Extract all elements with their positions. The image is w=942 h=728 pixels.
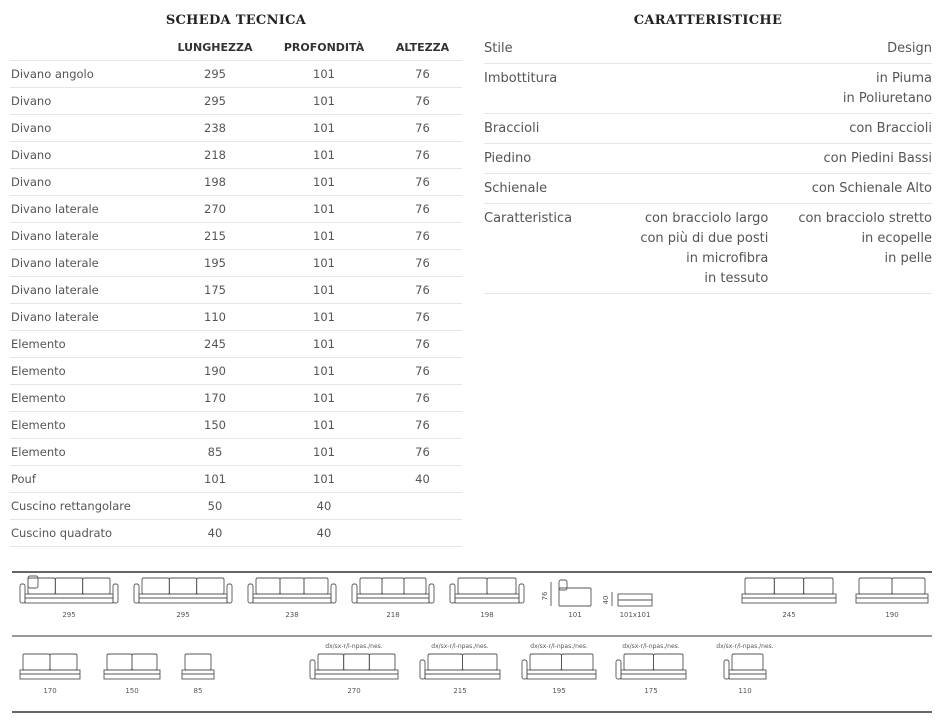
arm-outline [522,660,527,679]
dimension-label: 150 [125,687,139,695]
arm-outline [227,584,232,603]
cell-length: 270 [165,196,265,223]
feature-row [484,34,932,64]
cell-model: Divano laterale [10,250,165,277]
back-cushion [132,654,157,670]
cell-depth: 101 [265,196,383,223]
feature-value: con più di due posti [640,231,769,246]
cell-length: 190 [165,358,265,385]
cell-depth: 101 [265,250,383,277]
feature-value: con Schienale Alto [811,181,932,196]
drawing-sofa2 [450,578,524,619]
header-height: ALTEZZA [395,40,450,54]
dimension-label: 190 [885,611,899,619]
drawing-sofa3 [134,578,232,619]
feature-value-column [843,69,932,109]
table-row [10,250,462,277]
dimension-label: 218 [386,611,400,619]
dimension-label: 245 [782,611,796,619]
feature-value-column [640,209,768,289]
cell-height: 76 [383,304,462,331]
drawing-lateral2 [522,643,596,695]
seat-base [729,670,766,679]
back-cushion [344,654,370,670]
side-body [559,588,591,606]
cell-length: 110 [165,304,265,331]
config-caption: dx/sx-r/l-npas./nes. [622,643,680,650]
back-cushion [185,654,211,670]
feature-value: con Piedini Bassi [823,151,932,166]
back-cushion [562,654,594,670]
seat-base [315,670,398,679]
drawing-sofa3 [248,578,336,619]
back-cushion [428,654,463,670]
back-cushion [280,578,304,594]
drawing-element2 [104,654,160,695]
drawing-pouf [602,592,652,619]
technical-sheet [10,8,462,547]
drawing-lateral3 [310,643,398,695]
features-list [484,34,932,294]
cell-depth: 101 [265,466,383,493]
feature-label: Piedino [484,151,532,166]
arm-outline [20,584,25,603]
cell-height: 76 [383,331,462,358]
feature-values [624,149,932,169]
cell-model: Elemento [10,439,165,466]
feature-value: con Braccioli [849,121,932,136]
cell-height: 76 [383,358,462,385]
seat-base [104,670,160,679]
back-cushion [458,578,487,594]
cell-depth: 101 [265,358,383,385]
dimension-label: 85 [193,687,203,695]
dimension-label: 295 [62,611,76,619]
cell-model: Elemento [10,385,165,412]
cell-model: Divano laterale [10,196,165,223]
back-cushion [369,654,395,670]
product-drawings [0,568,942,728]
arm-outline [616,660,621,679]
drawing-element3 [742,578,836,619]
dimension-label: 101 [568,611,582,619]
dimension-label: 270 [347,687,361,695]
cell-model: Divano laterale [10,277,165,304]
table-row [10,88,462,115]
drawing-element2 [856,578,928,619]
header-length: LUNGHEZZA [177,40,253,54]
cell-length: 245 [165,331,265,358]
feature-value: in pelle [884,251,932,266]
cell-length: 175 [165,277,265,304]
seat-base [742,594,836,603]
cell-length: 101 [165,466,265,493]
cell-length: 170 [165,385,265,412]
dimension-label: 198 [480,611,494,619]
table-row [10,142,462,169]
dimensions-header-row [10,34,462,61]
feature-value: in tessuto [704,271,769,286]
seat-base [139,594,227,603]
cell-height: 76 [383,61,462,88]
arm-outline [248,584,253,603]
feature-label: Imbottitura [484,71,558,86]
cell-length: 40 [165,520,265,547]
back-cushion [83,578,110,594]
table-row [10,493,462,520]
cell-model: Pouf [10,466,165,493]
features-panel [484,8,932,294]
feature-values [624,119,932,139]
dimension-label: 295 [176,611,190,619]
arm-outline [134,584,139,603]
table-row [10,331,462,358]
arm-outline [724,660,729,679]
feature-value: Design [887,41,932,56]
feature-values [624,39,932,59]
side-back [559,580,567,590]
back-cushion [360,578,382,594]
drawing-corner [20,576,118,619]
cell-length: 238 [165,115,265,142]
cell-depth: 40 [265,520,383,547]
cell-model: Cuscino rettangolare [10,493,165,520]
table-row [10,466,462,493]
back-cushion [404,578,426,594]
arm-outline [450,584,455,603]
table-row [10,196,462,223]
arm-outline [331,584,336,603]
back-cushion [530,654,562,670]
back-cushion [107,654,132,670]
config-caption: dx/sx-r/l-npas./nes. [431,643,489,650]
cell-length: 85 [165,439,265,466]
cell-height: 76 [383,250,462,277]
feature-value-column [798,209,932,289]
seat-base [253,594,331,603]
technical-sheet-title: SCHEDA TECNICA [165,13,307,28]
arm-outline [519,584,524,603]
seat-base [425,670,500,679]
cell-height: 76 [383,412,462,439]
back-cushion [487,578,516,594]
cell-depth: 101 [265,385,383,412]
cell-length: 295 [165,61,265,88]
drawing-element1 [182,654,214,695]
cell-height: 76 [383,115,462,142]
seat-base [357,594,429,603]
feature-row [484,64,932,114]
back-cushion [169,578,196,594]
feature-row [484,144,932,174]
arm-outline [310,660,315,679]
cell-model: Divano laterale [10,223,165,250]
cell-model: Cuscino quadrato [10,520,165,547]
back-cushion [892,578,925,594]
cell-height: 76 [383,142,462,169]
cell-depth: 101 [265,115,383,142]
cell-model: Divano angolo [10,61,165,88]
cell-model: Elemento [10,331,165,358]
back-cushion [382,578,404,594]
cell-depth: 101 [265,61,383,88]
feature-row [484,114,932,144]
cell-model: Divano [10,169,165,196]
feature-values [624,179,932,199]
feature-values [624,69,932,109]
config-caption: dx/sx-r/l-npas./nes. [716,643,774,650]
back-cushion [23,654,50,670]
cell-model: Divano [10,115,165,142]
cell-depth: 101 [265,142,383,169]
seat-base [527,670,596,679]
back-cushion [256,578,280,594]
cell-depth: 40 [265,493,383,520]
cell-depth: 101 [265,439,383,466]
cell-height [383,493,462,520]
seat-base [455,594,519,603]
back-cushion [654,654,684,670]
arm-outline [420,660,425,679]
back-cushion [804,578,833,594]
table-row [10,277,462,304]
back-cushion [197,578,224,594]
dimension-label: 238 [285,611,299,619]
drawing-lateral1 [716,643,774,695]
feature-value: con bracciolo largo [644,211,769,226]
cell-length: 295 [165,88,265,115]
feature-value: in microfibra [686,251,769,266]
seat-base [20,670,80,679]
cell-height: 76 [383,88,462,115]
cell-length: 150 [165,412,265,439]
arm-outline [113,584,118,603]
cell-model: Elemento [10,412,165,439]
seat-base [856,594,928,603]
cell-height: 76 [383,385,462,412]
config-caption: dx/sx-r/l-npas./nes. [325,643,383,650]
table-row [10,412,462,439]
cell-height [383,520,462,547]
cell-height: 76 [383,277,462,304]
cell-length: 218 [165,142,265,169]
feature-value: con bracciolo stretto [798,211,932,226]
dimension-label: 101x101 [619,611,651,619]
feature-value-column [812,179,932,199]
feature-value: in ecopelle [861,231,932,246]
feature-row [484,204,932,294]
cell-height: 76 [383,169,462,196]
feature-value: in Piuma [875,71,932,86]
back-cushion [463,654,498,670]
feature-label: Stile [484,41,513,56]
dimension-label: 175 [644,687,658,695]
feature-value: in Poliuretano [842,91,932,106]
cell-model: Divano [10,88,165,115]
feature-value-column [823,149,932,169]
dimension-label: 170 [43,687,57,695]
arm-outline [352,584,357,603]
back-cushion [774,578,803,594]
drawing-lateral2 [616,643,686,695]
drawing-element2 [20,654,80,695]
cell-height: 76 [383,196,462,223]
table-row [10,304,462,331]
table-row [10,169,462,196]
cell-model: Divano [10,142,165,169]
cell-depth: 101 [265,412,383,439]
cell-depth: 101 [265,88,383,115]
drawing-sofa3 [352,578,434,619]
cell-depth: 101 [265,277,383,304]
seat-base [621,670,686,679]
back-cushion [859,578,892,594]
back-cushion [50,654,77,670]
cell-length: 215 [165,223,265,250]
cell-depth: 101 [265,223,383,250]
feature-label: Caratteristica [484,211,573,226]
cell-length: 195 [165,250,265,277]
back-cushion [142,578,169,594]
cell-height: 76 [383,439,462,466]
dimension-label: 195 [552,687,566,695]
feature-values [624,209,932,289]
dimension-label: 110 [738,687,752,695]
dimension-label: 215 [453,687,467,695]
seat-base [182,670,214,679]
table-row [10,520,462,547]
table-row [10,439,462,466]
back-cushion [745,578,774,594]
dimensions-table [10,34,462,547]
table-row [10,223,462,250]
cell-length: 50 [165,493,265,520]
features-title: CARATTERISTICHE [633,13,783,28]
back-cushion [318,654,344,670]
feature-label: Schienale [484,181,548,196]
table-row [10,61,462,88]
feature-value-column [887,39,932,59]
height-label: 40 [602,595,610,605]
feature-row [484,174,932,204]
cell-depth: 101 [265,169,383,196]
cell-depth: 101 [265,304,383,331]
drawing-side [541,580,591,619]
cell-depth: 101 [265,331,383,358]
arm-outline [429,584,434,603]
back-cushion [55,578,82,594]
back-cushion [28,578,55,594]
back-cushion [304,578,328,594]
header-name [10,34,165,61]
drawing-lateral2 [420,643,500,695]
back-cushion [624,654,654,670]
table-row [10,358,462,385]
cell-model: Divano laterale [10,304,165,331]
cell-height: 76 [383,223,462,250]
height-label: 76 [541,591,549,601]
table-row [10,115,462,142]
seat-base [25,594,113,603]
cell-height: 40 [383,466,462,493]
cell-length: 198 [165,169,265,196]
feature-label: Braccioli [484,121,540,136]
header-depth: PROFONDITÀ [283,40,365,54]
table-row [10,385,462,412]
feature-value-column [849,119,932,139]
config-caption: dx/sx-r/l-npas./nes. [530,643,588,650]
cell-model: Elemento [10,358,165,385]
back-cushion [732,654,763,670]
